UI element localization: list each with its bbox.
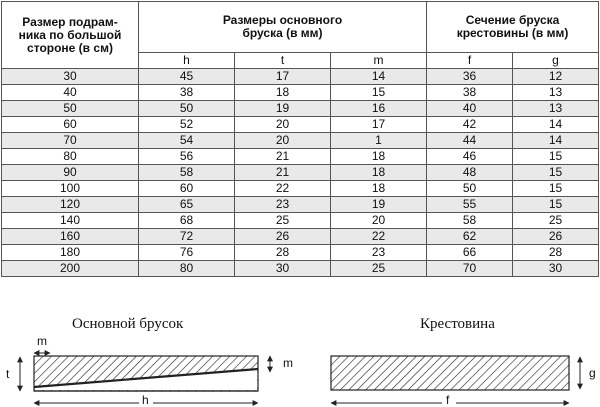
cell-m: 23 [331, 245, 427, 261]
crosspiece-diagram [331, 356, 596, 407]
cell-f: 50 [427, 181, 513, 197]
cell-g: 12 [513, 69, 599, 85]
label-m-top: m [37, 334, 47, 348]
cell-t: 30 [235, 261, 331, 277]
label-g: g [589, 366, 596, 380]
crosspiece-shape [331, 356, 569, 390]
cell-m: 19 [331, 197, 427, 213]
cell-frame-size: 160 [2, 229, 139, 245]
cell-t: 22 [235, 181, 331, 197]
cell-m: 17 [331, 117, 427, 133]
cell-f: 48 [427, 165, 513, 181]
cell-f: 55 [427, 197, 513, 213]
header-cross-section: Сечение бруска крестовины (в мм) [427, 2, 599, 53]
cell-frame-size: 60 [2, 117, 139, 133]
cell-g: 15 [513, 149, 599, 165]
cell-m: 14 [331, 69, 427, 85]
cell-frame-size: 140 [2, 213, 139, 229]
cell-h: 56 [139, 149, 235, 165]
cell-t: 20 [235, 117, 331, 133]
cell-g: 25 [513, 213, 599, 229]
cell-f: 40 [427, 101, 513, 117]
cell-m: 20 [331, 213, 427, 229]
cell-g: 28 [513, 245, 599, 261]
cell-t: 20 [235, 133, 331, 149]
cell-t: 21 [235, 165, 331, 181]
cell-g: 15 [513, 197, 599, 213]
cell-frame-size: 70 [2, 133, 139, 149]
cell-g: 14 [513, 133, 599, 149]
cell-f: 70 [427, 261, 513, 277]
cell-frame-size: 30 [2, 69, 139, 85]
cell-t: 25 [235, 213, 331, 229]
cell-h: 58 [139, 165, 235, 181]
cell-f: 62 [427, 229, 513, 245]
cell-frame-size: 120 [2, 197, 139, 213]
cell-m: 16 [331, 101, 427, 117]
cell-frame-size: 200 [2, 261, 139, 277]
cell-h: 54 [139, 133, 235, 149]
subheader-h: h [139, 53, 235, 69]
label-t: t [6, 367, 10, 381]
main-bar-diagram [6, 334, 293, 407]
subheader-t: t [235, 53, 331, 69]
main-bar-caption: Основной брусок [72, 316, 184, 332]
cell-g: 14 [513, 117, 599, 133]
label-h: h [142, 393, 149, 407]
cell-h: 50 [139, 101, 235, 117]
cell-g: 15 [513, 165, 599, 181]
cell-h: 80 [139, 261, 235, 277]
cell-g: 30 [513, 261, 599, 277]
cell-frame-size: 50 [2, 101, 139, 117]
cell-h: 38 [139, 85, 235, 101]
cell-f: 58 [427, 213, 513, 229]
label-m-side: m [283, 356, 293, 370]
cell-m: 18 [331, 165, 427, 181]
cell-g: 15 [513, 181, 599, 197]
cell-h: 52 [139, 117, 235, 133]
cell-t: 17 [235, 69, 331, 85]
subheader-f: f [427, 53, 513, 69]
cell-g: 26 [513, 229, 599, 245]
cell-t: 18 [235, 85, 331, 101]
subheader-m: m [331, 53, 427, 69]
cell-frame-size: 100 [2, 181, 139, 197]
cell-t: 23 [235, 197, 331, 213]
cell-f: 36 [427, 69, 513, 85]
cell-f: 44 [427, 133, 513, 149]
cell-m: 18 [331, 149, 427, 165]
subheader-g: g [513, 53, 599, 69]
cell-h: 72 [139, 229, 235, 245]
cell-t: 19 [235, 101, 331, 117]
cell-m: 25 [331, 261, 427, 277]
cell-g: 13 [513, 85, 599, 101]
header-frame-size: Размер подрам-ника по большой стороне (в см) [2, 2, 139, 69]
cell-m: 18 [331, 181, 427, 197]
cell-frame-size: 180 [2, 245, 139, 261]
cell-t: 26 [235, 229, 331, 245]
crosspiece-caption: Крестовина [420, 316, 495, 332]
cell-frame-size: 90 [2, 165, 139, 181]
cell-f: 46 [427, 149, 513, 165]
cell-m: 15 [331, 85, 427, 101]
cell-g: 13 [513, 101, 599, 117]
cell-h: 76 [139, 245, 235, 261]
label-f: f [446, 393, 450, 407]
cell-m: 1 [331, 133, 427, 149]
cell-frame-size: 40 [2, 85, 139, 101]
cell-f: 66 [427, 245, 513, 261]
cell-m: 22 [331, 229, 427, 245]
cell-h: 45 [139, 69, 235, 85]
cell-t: 21 [235, 149, 331, 165]
cell-h: 60 [139, 181, 235, 197]
header-main-bar: Размеры основного бруска (в мм) [139, 2, 427, 53]
cell-f: 38 [427, 85, 513, 101]
cell-t: 28 [235, 245, 331, 261]
cell-f: 42 [427, 117, 513, 133]
cell-h: 68 [139, 213, 235, 229]
cell-h: 65 [139, 197, 235, 213]
cell-frame-size: 80 [2, 149, 139, 165]
